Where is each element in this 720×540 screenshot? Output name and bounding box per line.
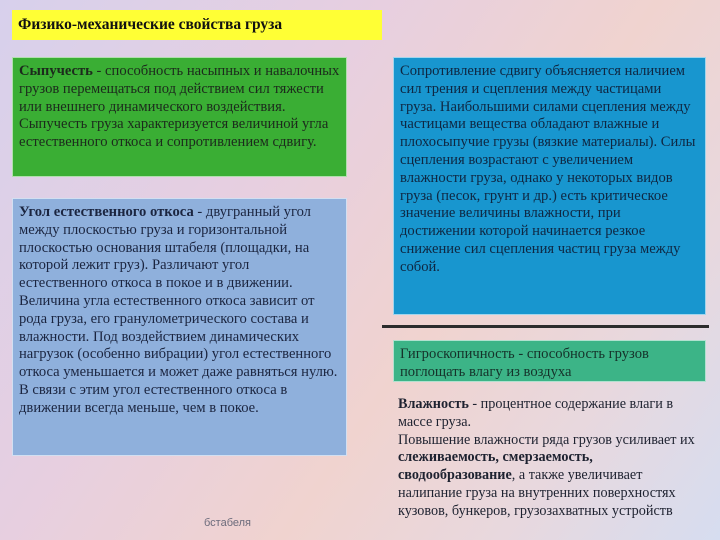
moisture-text-2: Повышение влажности ряда грузов усиливает их [398,431,695,448]
moisture-text-3: , а также увеличивает налипание груза на внутренних поверхностях кузовов, бункеров, грузозахватных устройств [398,467,676,519]
divider-line [382,325,709,328]
slide-title: Физико-механические свойства груза [12,10,382,40]
angle-of-repose-box [12,198,347,456]
flowability-box [12,57,347,177]
moisture-text-1: - процентное содержание влаги в массе груза. [398,396,674,430]
flowability-text: - способность насыпных и навалочных грузов перемещаться под действием сил тяжести или внешнего динамического воздействия. Сыпучесть груза характеризуется величиной угла естественного откоса и сопротивлением сдвигу. [19,63,340,151]
hygroscopicity-box [393,340,706,382]
flowability-term: Сыпучесть [19,63,93,79]
shear-resistance-text: Сопротивление сдвигу объясняется наличием сил трения и сцепления между частицами груза. Наибольшими силами сцепления между частицами вещества обладают влажные и плохосыпучие грузы (вязкие материалы). Силы сцепления возрастают с увеличением влажности груза, однако у некоторых видов груза (песок, грунт и др.) есть критическое значение величины влажности, при достижении которой начинается резкое снижение сил сцепления частиц груза между собой. [400,63,696,275]
shear-resistance-box [393,57,706,315]
hygroscopicity-text: Гигроскопичность - способность грузов поглощать влагу из воздуха [400,346,649,380]
moisture-paragraph [398,396,706,521]
moisture-term: Влажность [398,396,469,412]
angle-of-repose-term: Угол естественного откоса [19,204,194,220]
angle-of-repose-text: - двугранный угол между плоскостью груза и горизонтальной плоскостью основания штабеля (площадки, на которой лежит груз). Различают угол естественного откоса в покое и в движении. Величина угла естественного откоса зависит от рода груза, его гранулометрического состава и влажности. Под воздействием динамических нагрузок (особенно вибрации) угол естественного откоса уменьшается и может даже равняться нулю. В связи с этим угол естественного откоса в движении всегда меньше, чем в покое. [19,204,338,416]
moisture-bold-2: слеживаемость, смерзаемость, сводообразование [398,449,593,484]
footer-text: бстабеля [204,517,252,529]
